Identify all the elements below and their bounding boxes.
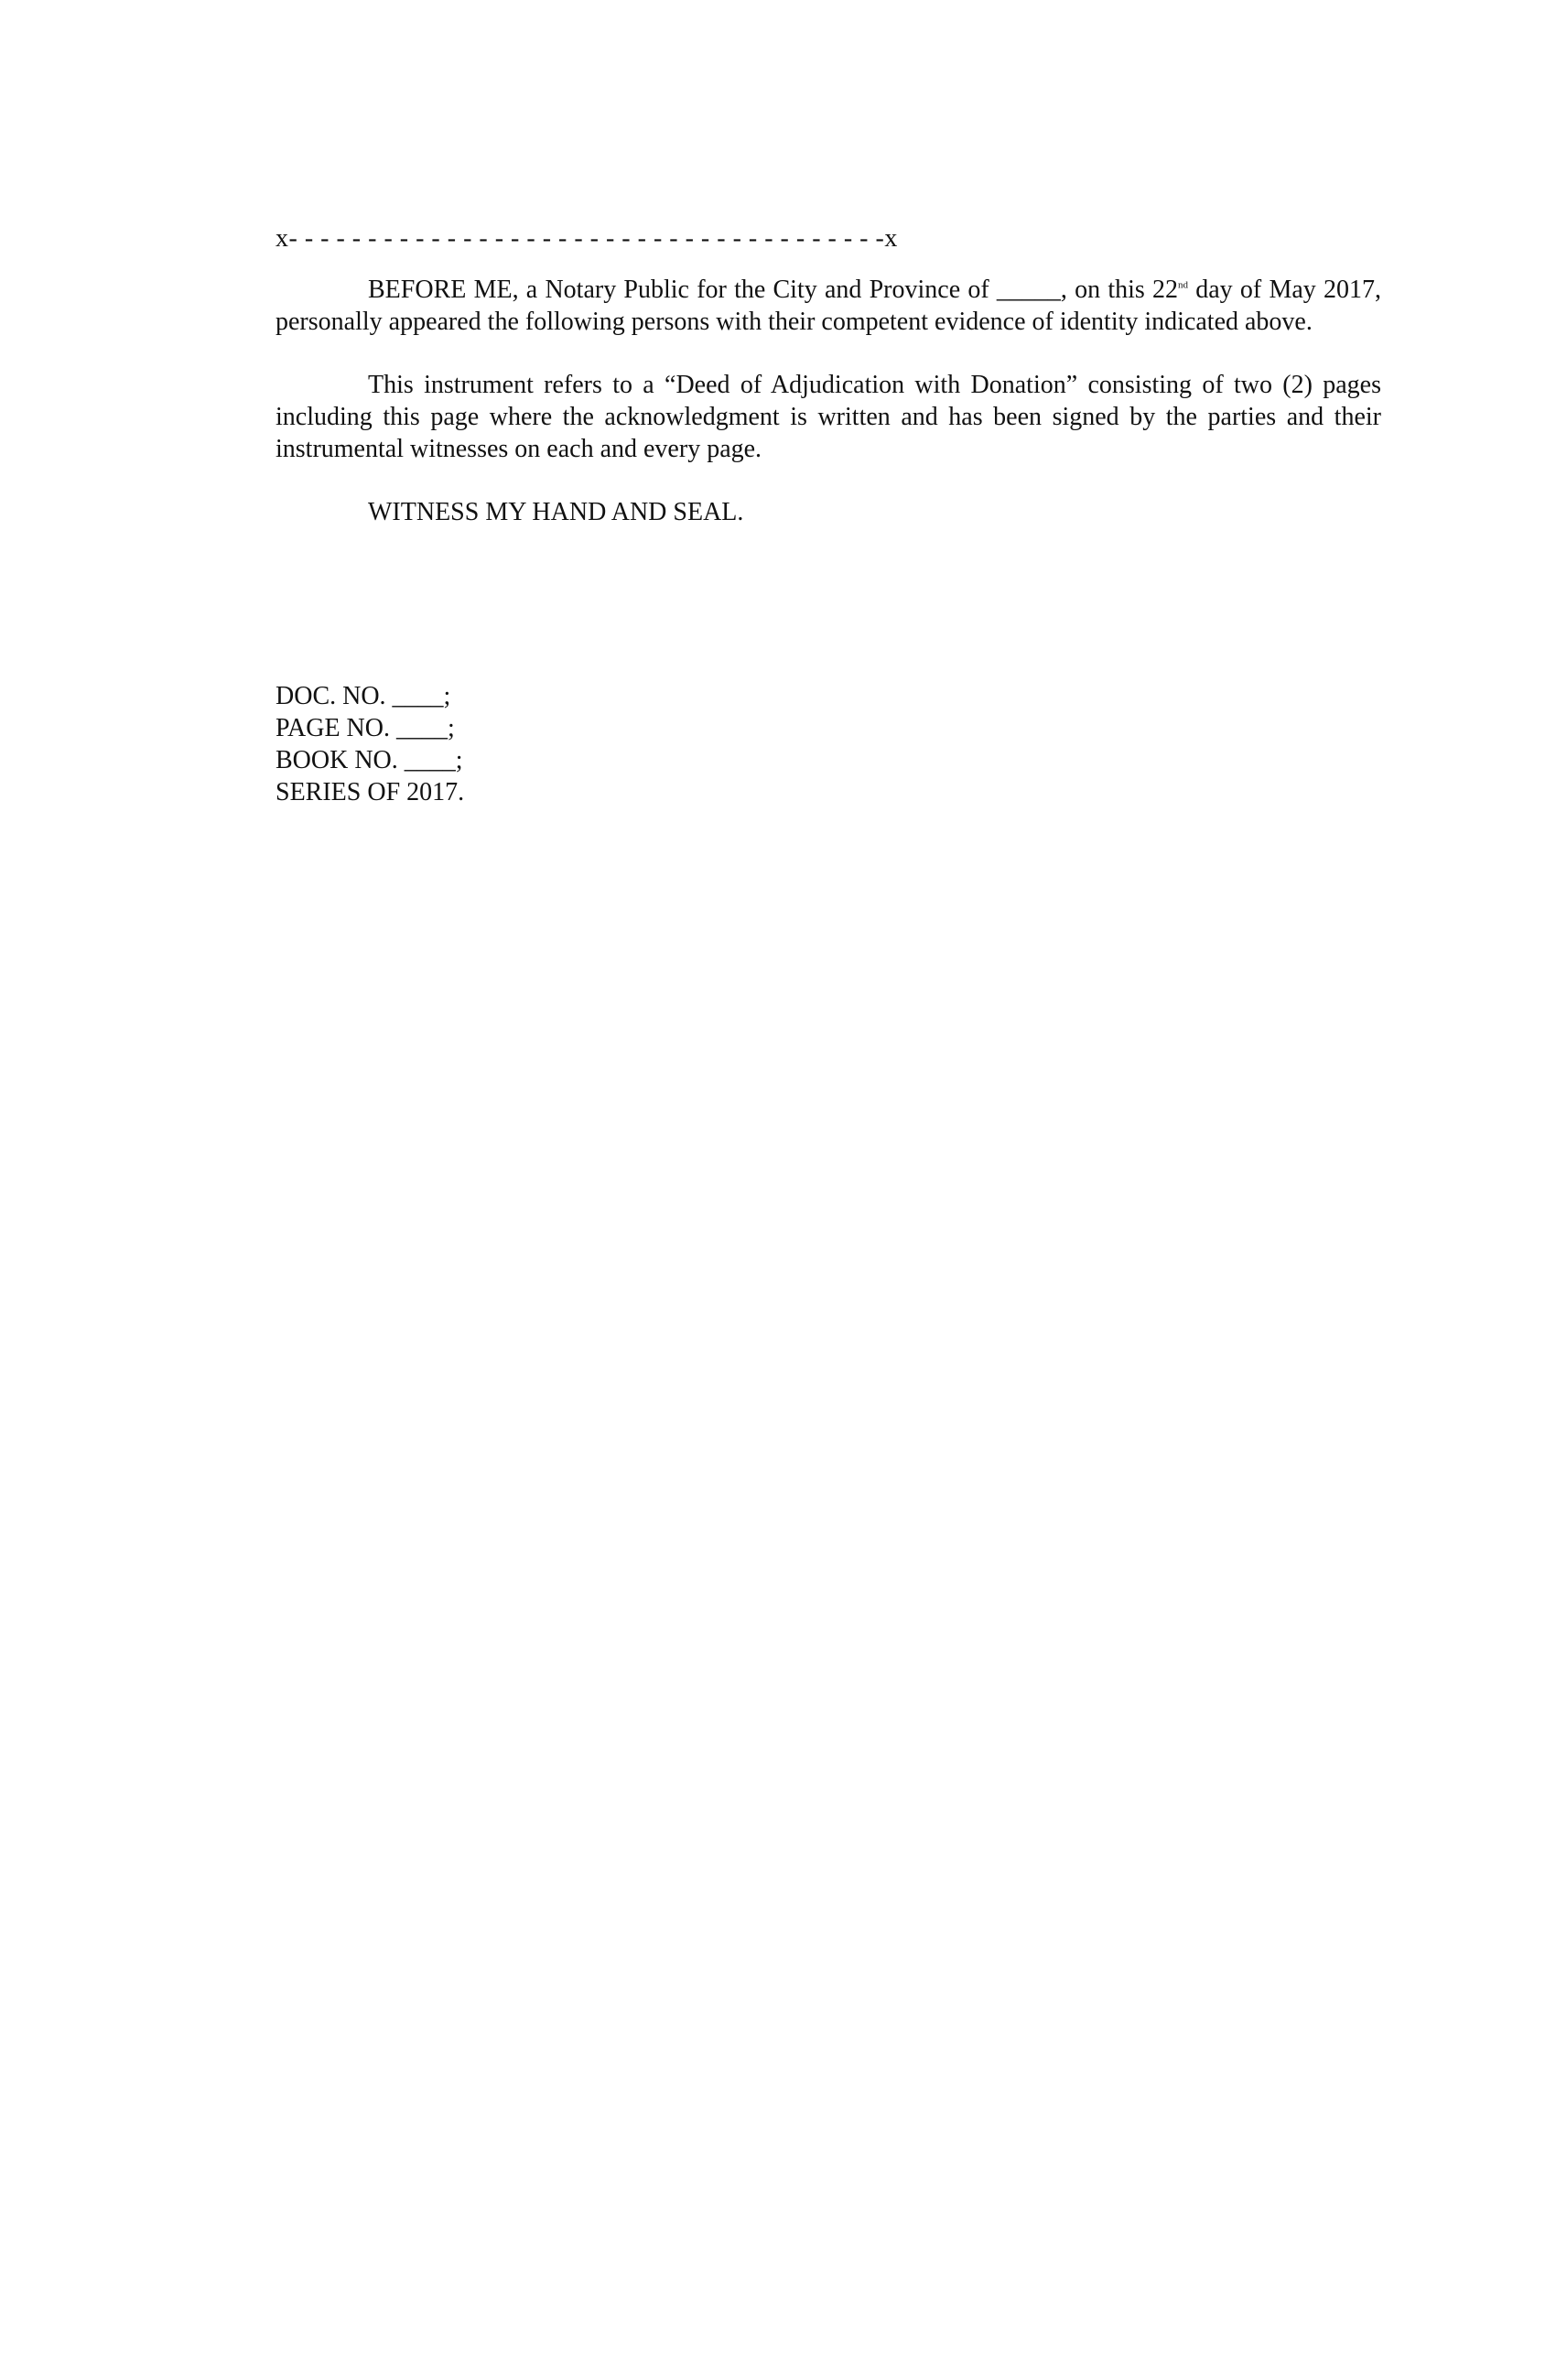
book-number-line: BOOK NO. ____;	[276, 746, 463, 774]
page-number-line: PAGE NO. ____;	[276, 714, 455, 742]
section-divider: x- - - - - - - - - - - - - - - - - - - - - - - - - - - - - - - - - - - - - -x	[276, 224, 898, 253]
notarial-register-block	[276, 680, 1381, 808]
acknowledgment-paragraph	[276, 274, 1381, 338]
acknowledgment-text-start: BEFORE ME, a Notary Public for the City and Province of _____, on this 22	[368, 276, 1179, 304]
date-ordinal-suffix: nd	[1178, 279, 1189, 291]
instrument-description-paragraph: This instrument refers to a “Deed of Adjudication with Donation” consisting of two (2) pages including this page where the acknowledgment is written and has been signed by the parties and their instrumental witnesses on each and every page.	[276, 371, 1381, 463]
series-line: SERIES OF 2017.	[276, 778, 465, 806]
acknowledgment-section	[276, 222, 1381, 808]
doc-number-line: DOC. NO. ____;	[276, 682, 451, 710]
witness-statement: WITNESS MY HAND AND SEAL.	[368, 498, 744, 526]
acknowledgment-text-end: day of May 2017, personally appeared the following persons with their competent evidence of identity indicated above.	[276, 276, 1381, 336]
